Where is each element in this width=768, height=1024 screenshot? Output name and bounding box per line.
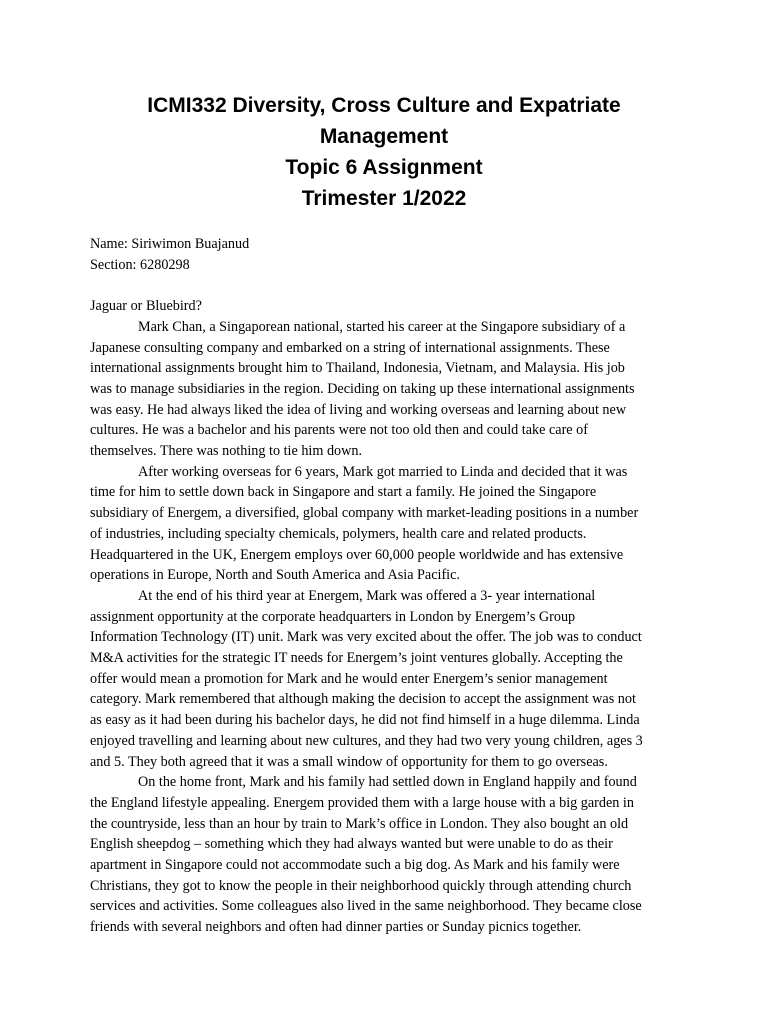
- student-name: Name: Siriwimon Buajanud: [90, 236, 250, 252]
- text-line: Christians, they got to know the people in their neighborhood quickly through attending church: [90, 877, 632, 894]
- text-line: category. Mark remembered that although making the decision to accept the assignment was not: [90, 691, 636, 708]
- text-line: and 5. They both agreed that it was a small window of opportunity for them to go overseas.: [90, 753, 608, 770]
- text-line: enjoyed travelling and learning about new cultures, and they had two very young children, ages 3: [90, 732, 643, 749]
- document-body: [90, 234, 680, 938]
- title-line: Management: [319, 125, 449, 148]
- text-line: Information Technology (IT) unit. Mark was very excited about the offer. The job was to conduct: [90, 629, 642, 646]
- text-line: Mark Chan, a Singaporean national, started his career at the Singapore subsidiary of a: [138, 318, 626, 335]
- text-line: cultures. He was a bachelor and his parents were not too old then and could take care of: [90, 422, 588, 439]
- text-line: of industries, including specialty chemicals, polymers, health care and related products.: [90, 525, 587, 542]
- student-section: Section: 6280298: [90, 256, 190, 273]
- text-line: as easy as it had been during his bachelor days, he did not find himself in a huge dilemma. Linda: [90, 712, 640, 729]
- text-line: Japanese consulting company and embarked on a string of international assignments. These: [90, 339, 610, 356]
- text-line: themselves. There was nothing to tie him down.: [90, 443, 363, 460]
- text-line: assignment opportunity at the corporate headquarters in London by Energem’s Group: [90, 608, 576, 625]
- title-line: ICMI332 Diversity, Cross Culture and Expatriate: [147, 94, 621, 117]
- text-line: international assignments brought him to Thailand, Indonesia, Vietnam, and Malaysia. His job: [90, 360, 625, 377]
- case-title: Jaguar or Bluebird?: [90, 298, 202, 315]
- text-line: the England lifestyle appealing. Energem provided them with a large house with a big garden in: [90, 794, 634, 811]
- text-line: offer would mean a promotion for Mark and he would enter Energem’s senior management: [90, 670, 608, 687]
- text-line: M&A activities for the strategic IT needs for Energem’s joint ventures globally. Accepting the: [90, 650, 623, 667]
- text-line: Headquartered in the UK, Energem employs over 60,000 people worldwide and has extensive: [90, 546, 624, 563]
- text-line: apartment in Singapore could not accommodate such a big dog. As Mark and his family were: [90, 857, 620, 874]
- text-line: was to manage subsidiaries in the region. Deciding on taking up these international assignments: [90, 380, 635, 397]
- text-line: At the end of his third year at Energem, Mark was offered a 3- year international: [138, 587, 596, 604]
- text-line: subsidiary of Energem, a diversified, global company with market-leading positions in a number: [90, 505, 639, 522]
- text-line: was easy. He had always liked the idea of living and working overseas and learning about new: [90, 401, 627, 418]
- title-line: Trimester 1/2022: [301, 187, 467, 210]
- text-line: On the home front, Mark and his family had settled down in England happily and found: [138, 774, 637, 791]
- document-title: [60, 90, 708, 214]
- text-line: friends with several neighbors and often had dinner parties or Sunday picnics together.: [90, 919, 582, 936]
- text-line: After working overseas for 6 years, Mark got married to Linda and decided that it was: [138, 463, 628, 480]
- text-line: services and activities. Some colleagues also lived in the same neighborhood. They became close: [90, 898, 642, 915]
- text-line: the countryside, less than an hour by train to Mark’s office in London. They also bought an old: [90, 815, 629, 832]
- text-line: operations in Europe, North and South America and Asia Pacific.: [90, 567, 460, 584]
- title-line: Topic 6 Assignment: [285, 156, 483, 179]
- blank-line: [90, 275, 680, 296]
- text-line: time for him to settle down back in Singapore and start a family. He joined the Singapore: [90, 484, 597, 501]
- text-line: English sheepdog – something which they had always wanted but were unable to do as their: [90, 836, 613, 853]
